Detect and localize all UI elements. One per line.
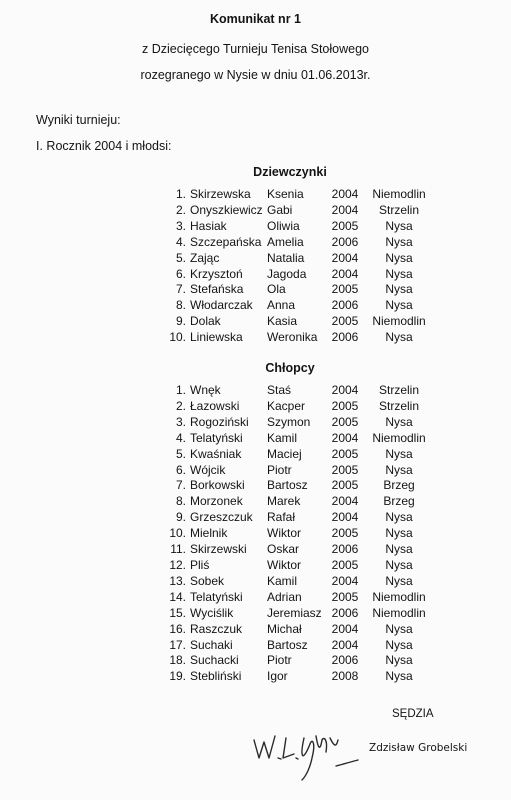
place-cell: 15. [169,605,186,620]
place-cell: 16. [169,621,186,636]
last-name-cell: Pliś [190,557,210,572]
town-cell: Nysa [385,266,413,281]
last-name-cell: Onyszkiewicz [190,202,263,217]
table-row [158,235,433,251]
birth-year-cell: 2006 [331,605,359,620]
place-cell: 8. [175,298,186,313]
last-name-cell: Stebliński [190,669,242,684]
birth-year-cell: 2004 [331,494,359,509]
last-name-cell: Telatyński [190,430,243,445]
place-cell: 4. [175,430,186,445]
place-cell: 1. [175,187,186,201]
birth-year-cell: 2005 [331,557,359,572]
table-row [158,669,433,685]
town-cell: Strzelin [378,398,419,413]
last-name-cell: Liniewska [190,330,243,345]
judge-signature [250,718,360,784]
town-cell: Nysa [385,526,413,541]
place-cell: 19. [169,669,186,684]
first-name-cell: Kamil [267,573,298,588]
place-cell: 9. [175,510,186,525]
table-row [158,542,433,558]
birth-year-cell: 2004 [331,187,359,201]
town-cell: Nysa [385,637,413,652]
table-row [158,251,433,267]
town-cell: Brzeg [383,494,415,509]
table-row [158,267,433,283]
table-row [158,494,433,510]
last-name-cell: Grzeszczuk [190,510,253,525]
table-row [158,653,433,669]
last-name-cell: Dolak [190,314,221,329]
judge-name: Zdzisław Grobelski [369,742,468,754]
birth-year-cell: 2006 [331,298,359,313]
last-name-cell: Stefańska [190,282,244,297]
boys-heading: Chłopcy [265,361,315,375]
town-cell: Niemodlin [372,589,426,604]
first-name-cell: Amelia [267,234,304,249]
table-row [158,415,433,431]
town-cell: Nysa [385,669,413,684]
last-name-cell: Wójcik [190,462,226,477]
birth-year-cell: 2006 [331,330,359,345]
birth-year-cell: 2005 [331,478,359,493]
first-name-cell: Igor [267,669,288,684]
birth-year-cell: 2005 [331,462,359,477]
first-name-cell: Piotr [267,462,292,477]
document-title: Komunikat nr 1 [210,12,301,26]
place-cell: 18. [169,653,186,668]
town-cell: Nysa [385,330,413,345]
table-row [158,431,433,447]
girls-results-table [158,187,433,346]
place-cell: 17. [169,637,186,652]
first-name-cell: Bartosz [267,478,308,493]
last-name-cell: Kwaśniak [190,446,242,461]
place-cell: 4. [175,234,186,249]
last-name-cell: Suchacki [190,653,239,668]
town-cell: Nysa [385,621,413,636]
place-cell: 5. [175,250,186,265]
place-cell: 12. [169,557,186,572]
birth-year-cell: 2004 [331,621,359,636]
last-name-cell: Telatyński [190,589,243,604]
town-cell: Nysa [385,573,413,588]
birth-year-cell: 2005 [331,282,359,297]
place-cell: 11. [170,542,186,557]
town-cell: Nysa [385,510,413,525]
town-cell: Niemodlin [372,187,426,201]
town-cell: Brzeg [383,478,415,493]
last-name-cell: Rogoziński [190,414,249,429]
town-cell: Nysa [385,446,413,461]
results-label: Wyniki turnieju: [36,113,121,127]
tournament-name: z Dziecięcego Turnieju Tenisa Stołowego [142,42,369,56]
last-name-cell: Suchaki [190,637,233,652]
town-cell: Nysa [385,298,413,313]
table-row [158,574,433,590]
last-name-cell: Hasiak [190,218,227,233]
girls-results-body [158,187,433,346]
place-cell: 2. [175,202,186,217]
place-cell: 7. [175,282,186,297]
table-row [158,478,433,494]
place-cell: 2. [175,398,186,413]
town-cell: Niemodlin [372,314,426,329]
first-name-cell: Natalia [267,250,305,265]
town-cell: Nysa [385,218,413,233]
last-name-cell: Włodarczak [190,298,253,313]
table-row [158,463,433,479]
birth-year-cell: 2006 [331,653,359,668]
birth-year-cell: 2004 [331,250,359,265]
place-cell: 6. [175,266,186,281]
place-cell: 10. [169,330,186,345]
first-name-cell: Staś [267,383,292,397]
first-name-cell: Piotr [267,653,292,668]
place-cell: 5. [175,446,186,461]
first-name-cell: Marek [267,494,301,509]
town-cell: Nysa [385,282,413,297]
table-row [158,606,433,622]
first-name-cell: Ola [267,282,286,297]
town-cell: Niemodlin [372,605,426,620]
first-name-cell: Jeremiasz [267,605,322,620]
place-cell: 10. [169,526,186,541]
last-name-cell: Skirzewska [190,187,251,201]
birth-year-cell: 2005 [331,398,359,413]
town-cell: Nysa [385,653,413,668]
town-cell: Nysa [385,250,413,265]
birth-year-cell: 2004 [331,202,359,217]
first-name-cell: Rafał [267,510,296,525]
birth-year-cell: 2004 [331,383,359,397]
table-row [158,447,433,463]
town-cell: Nysa [385,414,413,429]
town-cell: Strzelin [378,383,419,397]
place-cell: 13. [169,573,186,588]
last-name-cell: Morzonek [190,494,243,509]
table-row [158,219,433,235]
category-label: I. Rocznik 2004 i młodsi: [36,139,172,153]
table-row [158,187,433,203]
first-name-cell: Maciej [267,446,302,461]
table-row [158,203,433,219]
birth-year-cell: 2004 [331,573,359,588]
first-name-cell: Gabi [267,202,293,217]
town-cell: Nysa [385,234,413,249]
boys-results-table [158,383,433,685]
first-name-cell: Kasia [267,314,298,329]
birth-year-cell: 2005 [331,218,359,233]
place-cell: 8. [175,494,186,509]
girls-heading: Dziewczynki [253,165,327,179]
birth-year-cell: 2005 [331,314,359,329]
birth-year-cell: 2004 [331,266,359,281]
place-cell: 3. [175,414,186,429]
birth-year-cell: 2004 [331,510,359,525]
table-row [158,526,433,542]
last-name-cell: Raszczuk [190,621,243,636]
last-name-cell: Sobek [190,573,225,588]
last-name-cell: Borkowski [190,478,245,493]
birth-year-cell: 2005 [331,526,359,541]
birth-year-cell: 2006 [331,542,359,557]
table-row [158,558,433,574]
birth-year-cell: 2006 [331,234,359,249]
judge-label: SĘDZIA [392,708,434,720]
table-row [158,399,433,415]
table-row [158,590,433,606]
birth-year-cell: 2005 [331,446,359,461]
first-name-cell: Bartosz [267,637,308,652]
birth-year-cell: 2008 [331,669,359,684]
table-row [158,314,433,330]
place-cell: 3. [175,218,186,233]
first-name-cell: Jagoda [267,266,307,281]
last-name-cell: Mielnik [190,526,228,541]
town-cell: Niemodlin [372,430,426,445]
last-name-cell: Skirzewski [190,542,247,557]
town-cell: Strzelin [378,202,419,217]
table-row [158,510,433,526]
place-cell: 9. [175,314,186,329]
first-name-cell: Weronika [267,330,318,345]
town-cell: Nysa [385,542,413,557]
place-cell: 7. [175,478,186,493]
first-name-cell: Szymon [267,414,311,429]
birth-year-cell: 2004 [331,637,359,652]
tournament-location-date: rozegranego w Nysie w dniu 01.06.2013r. [140,68,371,82]
town-cell: Nysa [385,462,413,477]
last-name-cell: Szczepańska [190,234,262,249]
first-name-cell: Wiktor [267,557,301,572]
last-name-cell: Krzysztoń [190,266,243,281]
place-cell: 6. [175,462,186,477]
first-name-cell: Kacper [267,398,306,413]
boys-results-body [158,383,433,685]
birth-year-cell: 2004 [331,430,359,445]
table-row [158,330,433,346]
table-row [158,298,433,314]
last-name-cell: Łazowski [190,398,240,413]
place-cell: 14. [169,589,186,604]
first-name-cell: Oskar [267,542,300,557]
first-name-cell: Kamil [267,430,298,445]
first-name-cell: Oliwia [267,218,300,233]
table-row [158,282,433,298]
first-name-cell: Ksenia [267,187,304,201]
first-name-cell: Adrian [267,589,302,604]
first-name-cell: Michał [267,621,302,636]
place-cell: 1. [175,383,186,397]
last-name-cell: Wyciślik [190,605,234,620]
first-name-cell: Wiktor [267,526,301,541]
table-row [158,622,433,638]
last-name-cell: Wnęk [190,383,221,397]
first-name-cell: Anna [267,298,296,313]
birth-year-cell: 2005 [331,589,359,604]
table-row [158,638,433,654]
town-cell: Nysa [385,557,413,572]
birth-year-cell: 2005 [331,414,359,429]
last-name-cell: Zając [190,250,220,265]
table-row [158,383,433,399]
